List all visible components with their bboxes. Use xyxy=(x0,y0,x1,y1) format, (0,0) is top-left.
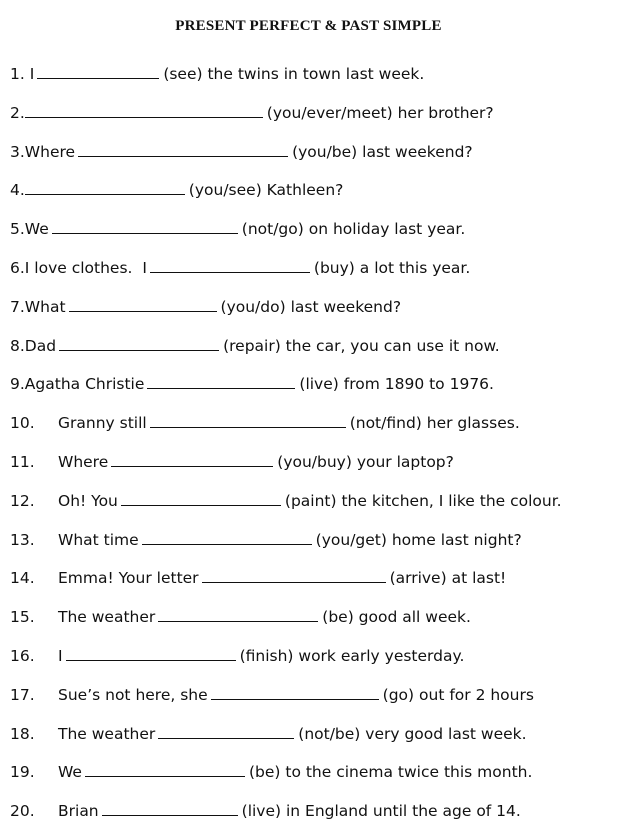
item-verb-hint: (live) in England until the age of 14. xyxy=(241,802,521,821)
item-prompt: We xyxy=(58,763,82,782)
answer-blank[interactable] xyxy=(150,411,346,428)
item-number: 7. xyxy=(10,297,25,316)
item-number: 12. xyxy=(10,491,35,510)
answer-blank[interactable] xyxy=(37,62,159,79)
exercise-item-17 xyxy=(10,683,615,722)
item-prompt: Granny still xyxy=(58,414,147,433)
item-prompt: Dad xyxy=(24,336,57,355)
exercise-item-8 xyxy=(10,334,615,373)
item-prompt: The weather xyxy=(58,724,156,743)
exercise-list xyxy=(10,62,615,838)
item-number: 19. xyxy=(10,763,35,782)
exercise-item-14 xyxy=(10,566,615,605)
answer-blank[interactable] xyxy=(78,140,288,157)
item-prompt: Where xyxy=(24,142,76,161)
item-verb-hint: (you/buy) your laptop? xyxy=(277,452,454,471)
item-prompt: Oh! You xyxy=(58,491,118,510)
answer-blank[interactable] xyxy=(85,760,245,777)
answer-blank[interactable] xyxy=(52,217,238,234)
item-verb-hint: (repair) the car, you can use it now. xyxy=(223,336,500,355)
exercise-item-6 xyxy=(10,256,615,295)
item-number: 20. xyxy=(10,802,35,821)
item-number: 5. xyxy=(10,220,25,239)
answer-blank[interactable] xyxy=(102,799,238,816)
item-number: 11. xyxy=(10,452,35,471)
exercise-item-19 xyxy=(10,760,615,799)
exercise-item-9 xyxy=(10,372,615,411)
item-verb-hint: (be) good all week. xyxy=(322,608,471,627)
item-number: 18. xyxy=(10,724,35,743)
exercise-item-20 xyxy=(10,799,615,838)
answer-blank[interactable] xyxy=(202,566,386,583)
item-verb-hint: (go) out for 2 hours xyxy=(382,685,534,704)
item-verb-hint: (you/do) last weekend? xyxy=(220,297,402,316)
item-prompt: We xyxy=(24,220,49,239)
exercise-item-7 xyxy=(10,295,615,334)
item-verb-hint: (paint) the kitchen, I like the colour. xyxy=(284,491,562,510)
exercise-item-11 xyxy=(10,450,615,489)
item-verb-hint: (not/be) very good last week. xyxy=(298,724,527,743)
item-number: 4. xyxy=(10,181,25,200)
item-prompt: I love clothes. I xyxy=(24,258,147,277)
exercise-item-3 xyxy=(10,140,615,179)
answer-blank[interactable] xyxy=(25,178,185,195)
exercise-item-15 xyxy=(10,605,615,644)
item-verb-hint: (you/see) Kathleen? xyxy=(188,181,344,200)
item-verb-hint: (not/find) her glasses. xyxy=(349,414,520,433)
item-verb-hint: (live) from 1890 to 1976. xyxy=(299,375,494,394)
exercise-item-10 xyxy=(10,411,615,450)
item-number: 15. xyxy=(10,608,35,627)
item-prompt: Where xyxy=(58,452,109,471)
item-prompt: Sue’s not here, she xyxy=(58,685,208,704)
item-verb-hint: (be) to the cinema twice this month. xyxy=(248,763,533,782)
item-number: 17. xyxy=(10,685,35,704)
exercise-item-5 xyxy=(10,217,615,256)
item-verb-hint: (you/ever/meet) her brother? xyxy=(266,103,494,122)
answer-blank[interactable] xyxy=(158,605,318,622)
exercise-item-13 xyxy=(10,528,615,567)
item-verb-hint: (not/go) on holiday last year. xyxy=(241,220,466,239)
item-number: 1. xyxy=(10,65,25,83)
item-verb-hint: (buy) a lot this year. xyxy=(313,258,471,277)
exercise-item-16 xyxy=(10,644,615,683)
item-prompt: The weather xyxy=(58,608,156,627)
item-prompt: Emma! Your letter xyxy=(58,569,199,588)
exercise-item-1 xyxy=(10,62,615,101)
item-prompt: What xyxy=(24,297,66,316)
exercise-item-4 xyxy=(10,178,615,217)
item-number: 14. xyxy=(10,569,35,588)
answer-blank[interactable] xyxy=(158,722,294,739)
answer-blank[interactable] xyxy=(150,256,310,273)
item-number: 6. xyxy=(10,258,25,277)
exercise-item-2 xyxy=(10,101,615,140)
answer-blank[interactable] xyxy=(69,295,217,312)
answer-blank[interactable] xyxy=(111,450,273,467)
answer-blank[interactable] xyxy=(211,683,379,700)
item-verb-hint: (you/get) home last night? xyxy=(315,530,522,549)
item-prompt: I xyxy=(58,646,63,665)
answer-blank[interactable] xyxy=(66,644,236,661)
item-number: 9. xyxy=(10,375,25,394)
worksheet-title: PRESENT PERFECT & PAST SIMPLE xyxy=(175,18,442,34)
item-number: 10. xyxy=(10,414,35,433)
answer-blank[interactable] xyxy=(142,528,312,545)
item-number: 16. xyxy=(10,646,35,665)
item-number: 13. xyxy=(10,530,35,549)
item-verb-hint: (see) the twins in town last week. xyxy=(163,65,425,83)
answer-blank[interactable] xyxy=(25,101,263,118)
exercise-item-18 xyxy=(10,722,615,761)
item-verb-hint: (arrive) at last! xyxy=(389,569,507,588)
item-verb-hint: (finish) work early yesterday. xyxy=(239,646,465,665)
exercise-item-12 xyxy=(10,489,615,528)
answer-blank[interactable] xyxy=(147,372,295,389)
item-number: 3. xyxy=(10,142,25,161)
item-verb-hint: (you/be) last weekend? xyxy=(292,142,473,161)
answer-blank[interactable] xyxy=(121,489,281,506)
item-prompt: Brian xyxy=(58,802,99,821)
answer-blank[interactable] xyxy=(59,334,219,351)
item-number: 2. xyxy=(10,103,25,122)
item-prompt: What time xyxy=(58,530,139,549)
item-prompt: I xyxy=(29,65,35,83)
item-number: 8. xyxy=(10,336,25,355)
item-prompt: Agatha Christie xyxy=(24,375,145,394)
